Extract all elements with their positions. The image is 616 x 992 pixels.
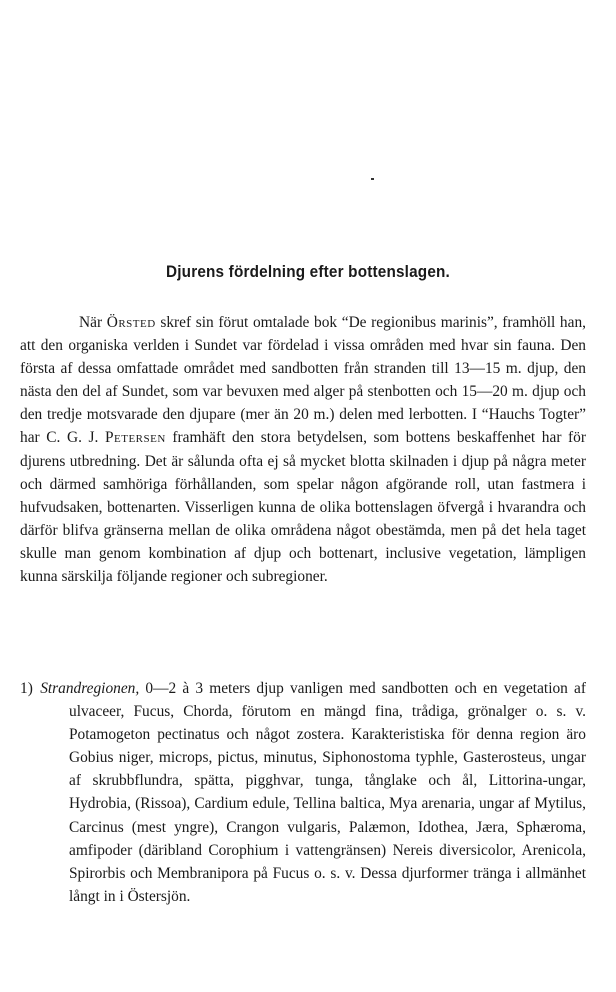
intro-paragraph-text <box>20 311 586 588</box>
list-item-number: 1) <box>20 680 33 697</box>
region-list <box>20 677 586 908</box>
section-heading: Djurens fördelning efter bottenslagen. <box>166 262 450 281</box>
intro-text-part-3: framhäft den stora betydelsen, som bottens beskaffenhet har för djurens utbredning. Det är sålunda ofta ej så mycket blotta skilnaden i djup på några meter och därmed samhöriga förhållanden, som spelar någon afgörande roll, utan fastmera i hufvudsaken, bottenarten. Visserligen kunna de olika bottenslagen öfvergå i hvarandra och därför blifva gränserna mellan de olika områdena något obestämda, men på det hela taget skulle man genom kombination af djup och bottenart, inclusive vegetation, lämpligen kunna särskilja följande regioner och subregioner. <box>20 429 586 586</box>
author-name-petersen: Petersen <box>104 429 166 447</box>
intro-text-part-1: När <box>79 314 107 331</box>
intro-text-part-2: skref sin förut omtalade bok “De regionibus marinis”, framhöll han, att den organiska verlden i Sundet var fördelad i vissa områden med hvar sin fauna. Den första af dessa omfattade området med sandbotten från stranden till 13—15 m. djup, den nästa den del af Sundet, som var bevuxen med alger på stenbotten och 15—20 m. djup och den tredje motsvarade den djupare (mer än 20 m.) delen med lerbotten. I “Hauchs Togter” har C. G. J. <box>20 314 587 447</box>
list-item <box>20 677 586 908</box>
stray-dot-mark <box>371 178 374 180</box>
author-name-orsted: Örsted <box>106 314 156 331</box>
list-item-text: 0—2 à 3 meters djup vanligen med sandbotten och en vegetation af ulvaceer, Fucus, Chorda, förutom en mängd fina, trådiga, grönalger o. s. v. Potamogeton pectinatus och något zostera. Karakteristiska för denna region äro Gobius niger, microps, pictus, minutus, Siphonostoma typhle, Gasterosteus, ungar af skrubbflundra, spätta, pigghvar, tunga, tånglake och ål, Littorina-ungar, Hydrobia, (Rissoa), Cardium edule, Tellina baltica, Mya arenaria, ungar af Mytilus, Carcinus (mest yngre), Crangon vulgaris, Palæmon, Idothea, Jæra, Sphæroma, amfipoder (däribland Corophium i vattengränsen) Nereis diversicolor, Arenicola, Spirorbis och Membranipora på Fucus o. s. v. Dessa djurformer tränga i allmänhet långt in i Östersjön. <box>69 680 586 905</box>
list-item-term: Strandregionen, <box>40 680 140 697</box>
intro-paragraph <box>20 311 586 588</box>
